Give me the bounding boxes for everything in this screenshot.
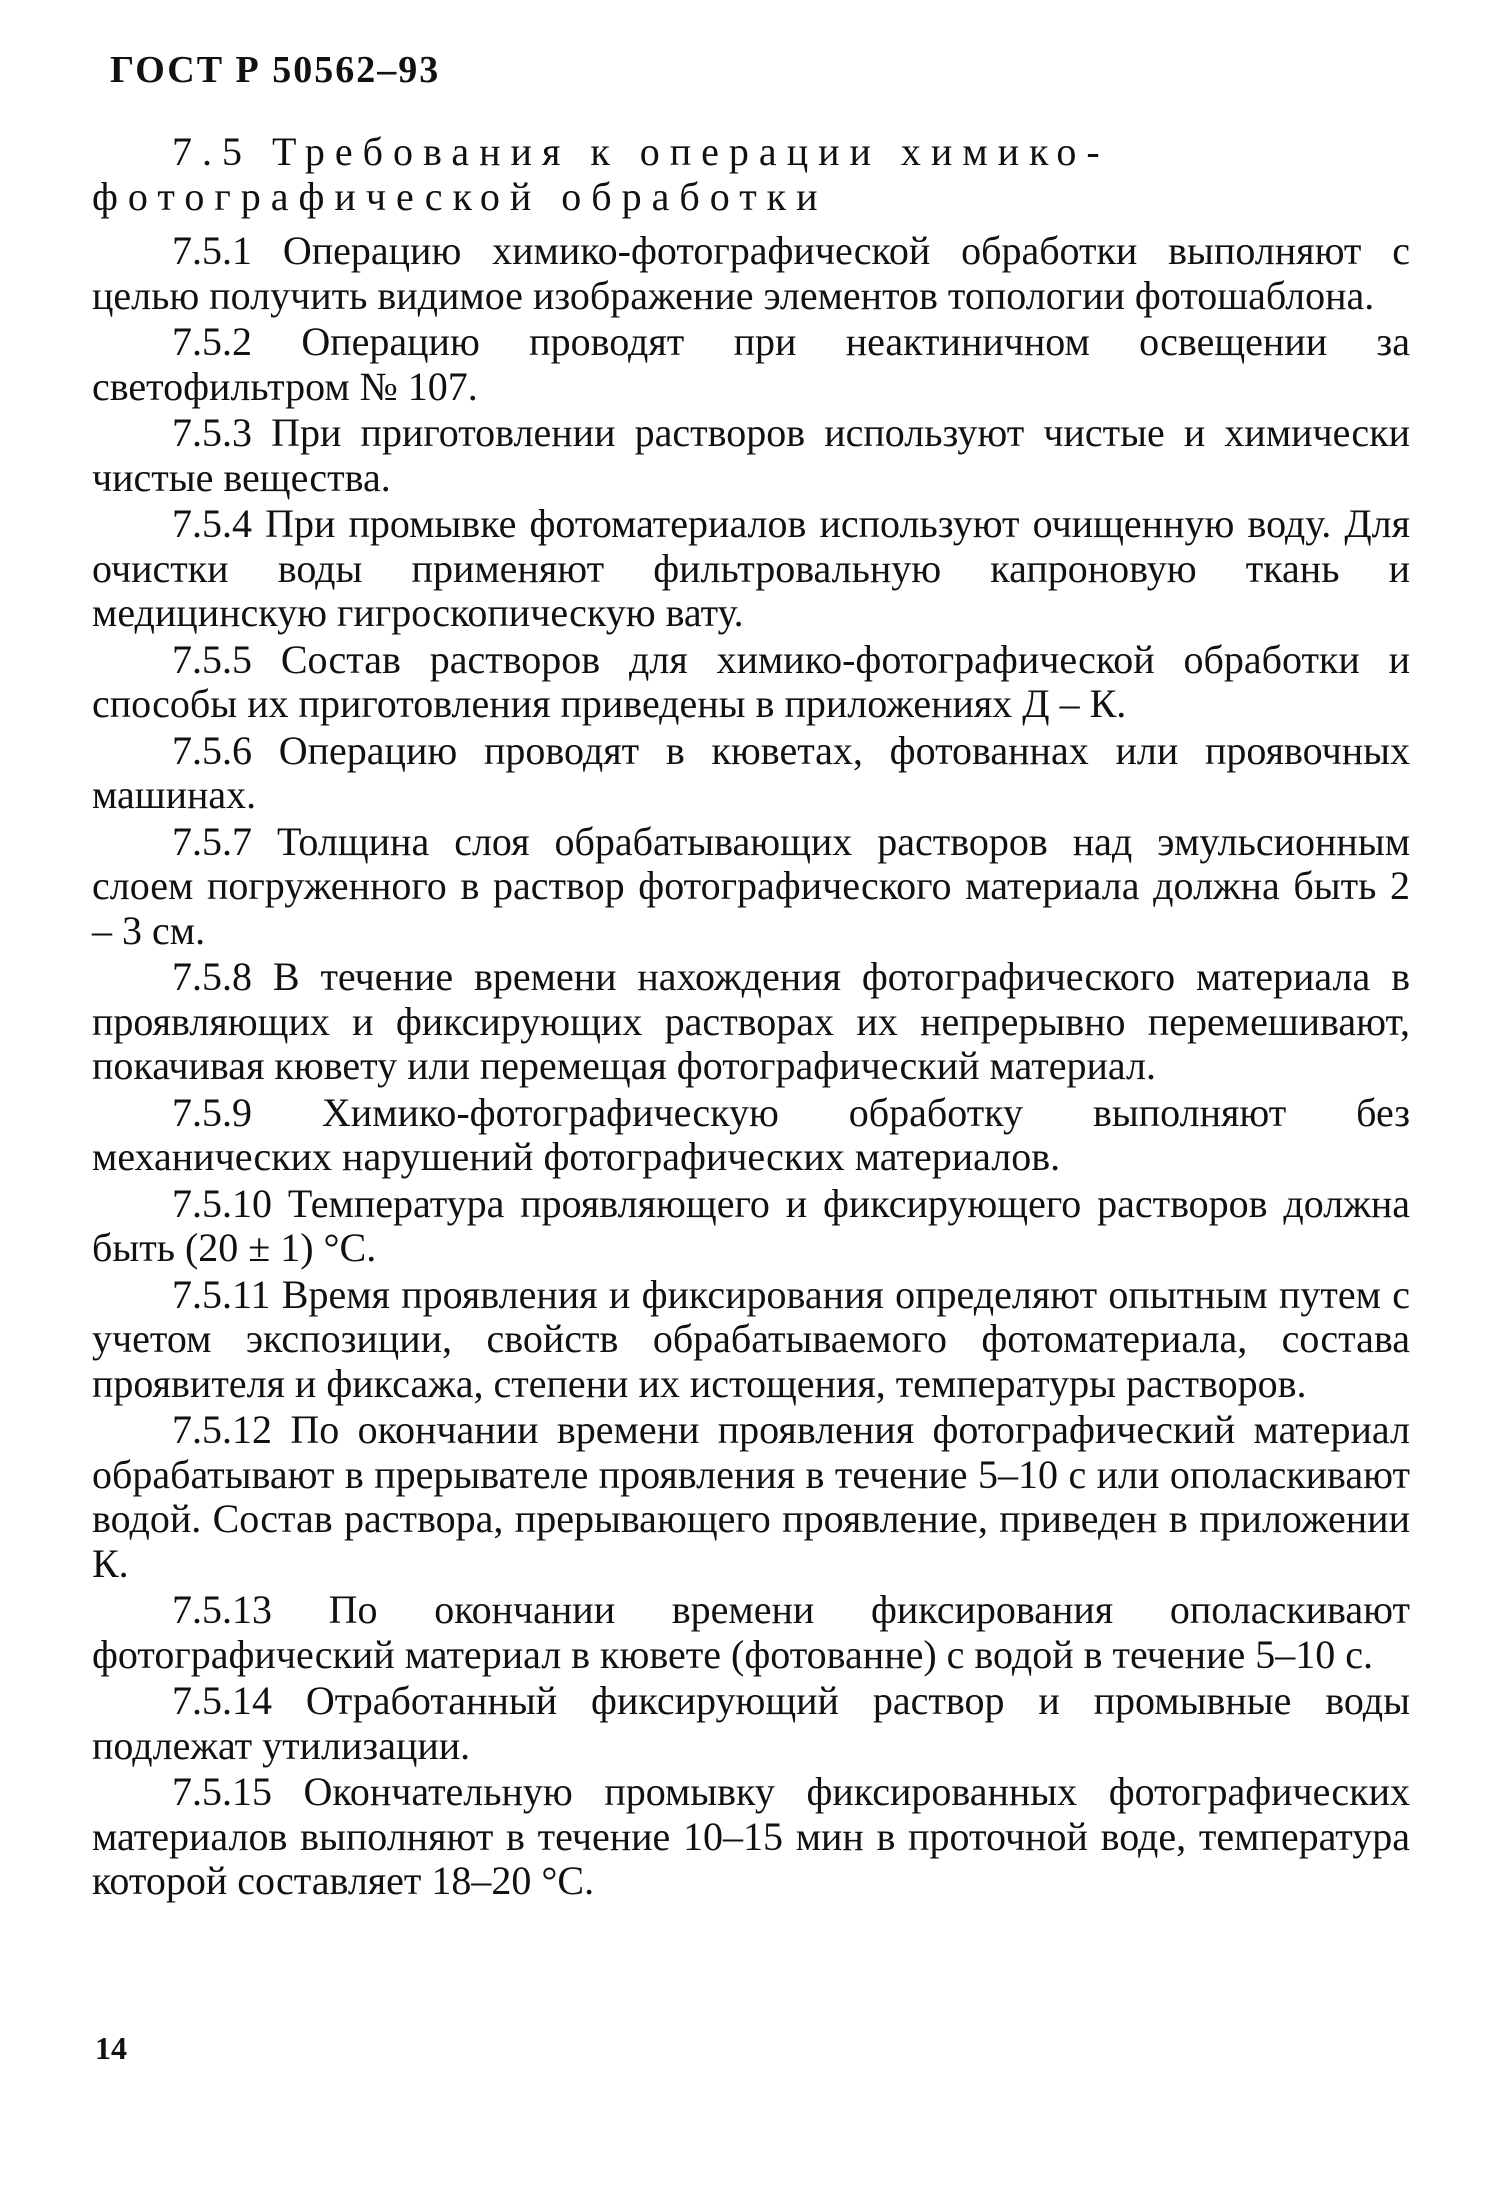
paragraph-7-5-10: 7.5.10 Температура проявляющего и фиксирующего растворов должна быть (20 ± 1) °С. <box>92 1180 1410 1270</box>
paragraph-7-5-11: 7.5.11 Время проявления и фиксирования определяют опытным путем с учетом экспозиции, свойств обрабатываемого фотоматериала, состава проявителя и фиксажа, степени их истощения, температуры растворов. <box>92 1271 1410 1406</box>
paragraph-7-5-15: 7.5.15 Окончательную промывку фиксированных фотографических материалов выполняют в течение 10–15 мин в проточной воде, температура которой составляет 18–20 °С. <box>92 1769 1410 1903</box>
paragraph-7-5-7: 7.5.7 Толщина слоя обрабатывающих растворов над эмульсионным слоем погруженного в раствор фотографического материала должна быть 2 – 3 см. <box>92 818 1410 953</box>
paragraph-7-5-14: 7.5.14 Отработанный фиксирующий раствор и промывные воды подлежат утилизации. <box>92 1678 1410 1768</box>
page-number: 14 <box>95 2030 127 2066</box>
paragraph-7-5-8: 7.5.8 В течение времени нахождения фотографического материала в проявляющих и фиксирующих растворах их непрерывно перемешивают, покачивая кювету или перемещая фотографический материал. <box>92 954 1410 1088</box>
paragraph-7-5-12: 7.5.12 По окончании времени проявления фотографический материал обрабатывают в прерывателе проявления в течение 5–10 с или ополаскивают водой. Состав раствора, прерывающего проявление, приведен в приложении К. <box>92 1407 1410 1586</box>
section-title: 7.5 Требования к операции химико-фотографической обработки <box>92 129 1110 219</box>
paragraph-7-5-3: 7.5.3 При приготовлении растворов используют чистые и химически чистые вещества. <box>92 410 1410 500</box>
paragraph-7-5-13: 7.5.13 По окончании времени фиксирования ополаскивают фотографический материал в кювете (фотованне) с водой в течение 5–10 с. <box>92 1587 1410 1677</box>
document-body <box>92 130 1410 1906</box>
paragraph-7-5-1: 7.5.1 Операцию химико-фотографической обработки выполняют с целью получить видимое изображение элементов топологии фотошаблона. <box>92 228 1410 318</box>
paragraph-7-5-9: 7.5.9 Химико-фотографическую обработку выполняют без механических нарушений фотографических материалов. <box>92 1089 1410 1179</box>
paragraph-7-5-5: 7.5.5 Состав растворов для химико-фотографической обработки и способы их приготовления приведены в приложениях Д – К. <box>92 636 1410 726</box>
paragraph-7-5-6: 7.5.6 Операцию проводят в кюветах, фотованнах или проявочных машинах. <box>92 727 1410 817</box>
paragraph-7-5-2: 7.5.2 Операцию проводят при неактиничном освещении за светофильтром № 107. <box>92 319 1410 409</box>
paragraph-7-5-4: 7.5.4 При промывке фотоматериалов используют очищенную воду. Для очистки воды применяют фильтровальную капроновую ткань и медицинскую гигроскопическую вату. <box>92 501 1410 635</box>
document-header: ГОСТ Р 50562–93 <box>110 49 441 91</box>
